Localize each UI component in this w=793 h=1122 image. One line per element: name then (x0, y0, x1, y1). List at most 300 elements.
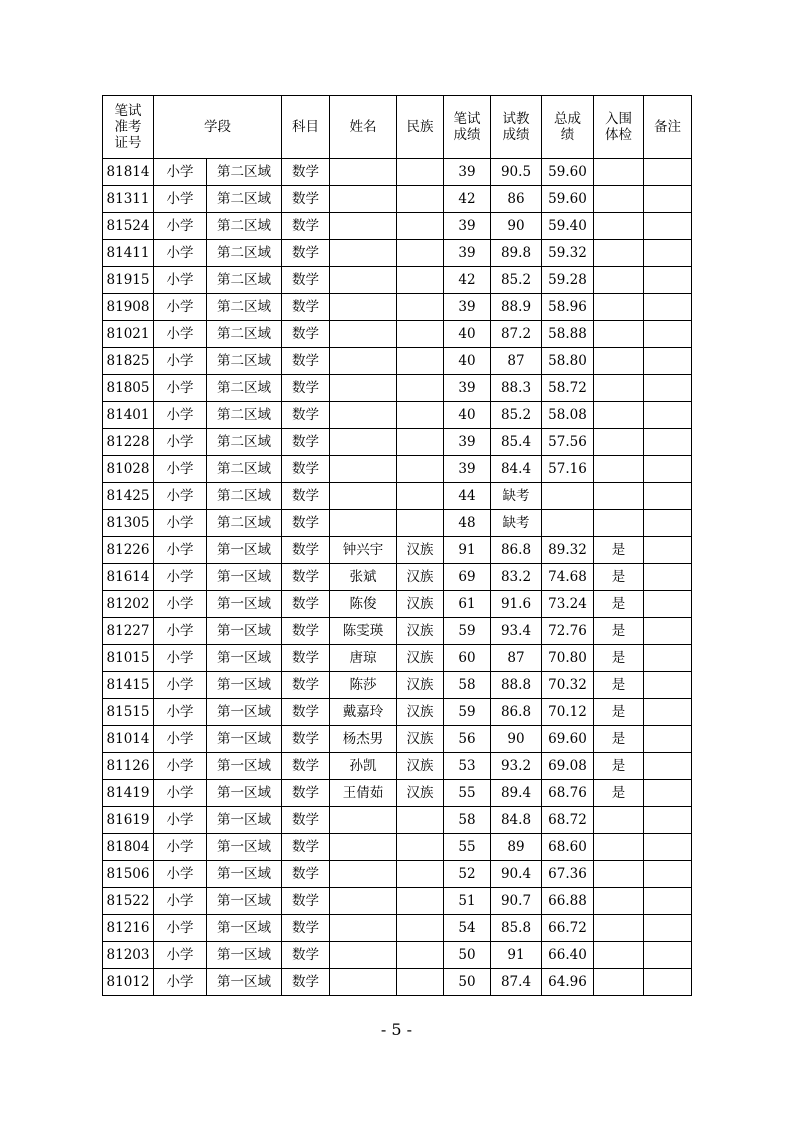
subject-cell: 数学 (282, 672, 330, 699)
total-score-cell: 70.80 (542, 645, 594, 672)
region-cell: 第二区域 (207, 375, 282, 402)
written-score-cell: 48 (444, 510, 491, 537)
stage-cell: 小学 (154, 483, 207, 510)
table-row (103, 564, 692, 591)
subject-cell: 数学 (282, 348, 330, 375)
table-row (103, 240, 692, 267)
pass-cell: 是 (594, 618, 644, 645)
nation-cell (397, 375, 444, 402)
pass-cell (594, 807, 644, 834)
teach-score-cell: 86 (491, 186, 542, 213)
header-stage: 学段 (154, 96, 282, 159)
total-score-cell: 59.40 (542, 213, 594, 240)
region-cell: 第二区域 (207, 402, 282, 429)
region-cell: 第一区域 (207, 969, 282, 996)
subject-cell: 数学 (282, 591, 330, 618)
stage-cell: 小学 (154, 699, 207, 726)
stage-cell: 小学 (154, 159, 207, 186)
note-cell (644, 456, 692, 483)
written-score-cell: 40 (444, 402, 491, 429)
nation-cell: 汉族 (397, 780, 444, 807)
stage-cell: 小学 (154, 240, 207, 267)
nation-cell (397, 186, 444, 213)
note-cell (644, 780, 692, 807)
table-row (103, 915, 692, 942)
table-row (103, 618, 692, 645)
total-score-cell: 58.96 (542, 294, 594, 321)
table-row (103, 456, 692, 483)
stage-cell: 小学 (154, 456, 207, 483)
table-row (103, 213, 692, 240)
total-score-cell (542, 510, 594, 537)
teach-score-cell: 87.4 (491, 969, 542, 996)
pass-cell (594, 969, 644, 996)
total-score-cell: 68.72 (542, 807, 594, 834)
nation-cell: 汉族 (397, 753, 444, 780)
pass-cell (594, 375, 644, 402)
id-cell: 81506 (103, 861, 154, 888)
header-subject: 科目 (282, 96, 330, 159)
table-header (103, 96, 692, 159)
written-score-cell: 39 (444, 294, 491, 321)
name-cell (330, 483, 397, 510)
written-score-cell: 55 (444, 780, 491, 807)
region-cell: 第一区域 (207, 780, 282, 807)
header-pass: 入围体检 (594, 96, 644, 159)
pass-cell: 是 (594, 672, 644, 699)
stage-cell: 小学 (154, 402, 207, 429)
table-row (103, 348, 692, 375)
total-score-cell: 69.60 (542, 726, 594, 753)
note-cell (644, 510, 692, 537)
pass-cell (594, 294, 644, 321)
id-cell: 81522 (103, 888, 154, 915)
written-score-cell: 40 (444, 348, 491, 375)
name-cell (330, 969, 397, 996)
pass-cell: 是 (594, 591, 644, 618)
id-cell: 81825 (103, 348, 154, 375)
written-score-cell: 39 (444, 456, 491, 483)
subject-cell: 数学 (282, 726, 330, 753)
teach-score-cell: 90 (491, 726, 542, 753)
total-score-cell: 66.88 (542, 888, 594, 915)
teach-score-cell: 87.2 (491, 321, 542, 348)
total-score-cell: 59.28 (542, 267, 594, 294)
header-nation: 民族 (397, 96, 444, 159)
total-score-cell: 66.40 (542, 942, 594, 969)
note-cell (644, 672, 692, 699)
written-score-cell: 55 (444, 834, 491, 861)
nation-cell: 汉族 (397, 726, 444, 753)
subject-cell: 数学 (282, 456, 330, 483)
subject-cell: 数学 (282, 969, 330, 996)
total-score-cell: 58.08 (542, 402, 594, 429)
total-score-cell: 68.60 (542, 834, 594, 861)
subject-cell: 数学 (282, 321, 330, 348)
stage-cell: 小学 (154, 321, 207, 348)
id-cell: 81415 (103, 672, 154, 699)
total-score-cell: 58.80 (542, 348, 594, 375)
region-cell: 第一区域 (207, 726, 282, 753)
id-cell: 81524 (103, 213, 154, 240)
teach-score-cell: 91 (491, 942, 542, 969)
id-cell: 81411 (103, 240, 154, 267)
pass-cell (594, 942, 644, 969)
region-cell: 第一区域 (207, 618, 282, 645)
total-score-cell: 64.96 (542, 969, 594, 996)
pass-cell (594, 402, 644, 429)
stage-cell: 小学 (154, 618, 207, 645)
nation-cell (397, 267, 444, 294)
region-cell: 第一区域 (207, 672, 282, 699)
name-cell (330, 294, 397, 321)
name-cell (330, 186, 397, 213)
name-cell: 陈莎 (330, 672, 397, 699)
written-score-cell: 53 (444, 753, 491, 780)
table-row (103, 834, 692, 861)
note-cell (644, 564, 692, 591)
table-row (103, 510, 692, 537)
written-score-cell: 61 (444, 591, 491, 618)
header-note: 备注 (644, 96, 692, 159)
note-cell (644, 348, 692, 375)
total-score-cell: 72.76 (542, 618, 594, 645)
region-cell: 第二区域 (207, 213, 282, 240)
teach-score-cell: 89.8 (491, 240, 542, 267)
name-cell: 钟兴宇 (330, 537, 397, 564)
region-cell: 第一区域 (207, 888, 282, 915)
id-cell: 81915 (103, 267, 154, 294)
total-score-cell: 59.32 (542, 240, 594, 267)
stage-cell: 小学 (154, 294, 207, 321)
teach-score-cell: 缺考 (491, 483, 542, 510)
subject-cell: 数学 (282, 861, 330, 888)
region-cell: 第二区域 (207, 429, 282, 456)
nation-cell (397, 483, 444, 510)
header-id: 笔试准考证号 (103, 96, 154, 159)
pass-cell: 是 (594, 780, 644, 807)
nation-cell (397, 888, 444, 915)
written-score-cell: 42 (444, 267, 491, 294)
note-cell (644, 807, 692, 834)
stage-cell: 小学 (154, 753, 207, 780)
subject-cell: 数学 (282, 807, 330, 834)
total-score-cell: 59.60 (542, 186, 594, 213)
name-cell (330, 375, 397, 402)
header-row (103, 96, 692, 159)
nation-cell: 汉族 (397, 537, 444, 564)
pass-cell: 是 (594, 537, 644, 564)
teach-score-cell: 87 (491, 348, 542, 375)
teach-score-cell: 90.4 (491, 861, 542, 888)
nation-cell: 汉族 (397, 591, 444, 618)
nation-cell (397, 213, 444, 240)
id-cell: 81028 (103, 456, 154, 483)
nation-cell (397, 834, 444, 861)
subject-cell: 数学 (282, 888, 330, 915)
region-cell: 第一区域 (207, 699, 282, 726)
stage-cell: 小学 (154, 645, 207, 672)
note-cell (644, 429, 692, 456)
region-cell: 第二区域 (207, 267, 282, 294)
stage-cell: 小学 (154, 213, 207, 240)
nation-cell (397, 159, 444, 186)
region-cell: 第二区域 (207, 483, 282, 510)
name-cell (330, 510, 397, 537)
page-number: - 5 - (380, 1020, 413, 1039)
written-score-cell: 39 (444, 429, 491, 456)
note-cell (644, 888, 692, 915)
name-cell (330, 213, 397, 240)
table-row (103, 375, 692, 402)
subject-cell: 数学 (282, 753, 330, 780)
stage-cell: 小学 (154, 888, 207, 915)
table-row (103, 807, 692, 834)
teach-score-cell: 84.4 (491, 456, 542, 483)
stage-cell: 小学 (154, 348, 207, 375)
written-score-cell: 44 (444, 483, 491, 510)
stage-cell: 小学 (154, 807, 207, 834)
nation-cell (397, 294, 444, 321)
stage-cell: 小学 (154, 834, 207, 861)
total-score-cell: 57.56 (542, 429, 594, 456)
nation-cell (397, 942, 444, 969)
subject-cell: 数学 (282, 834, 330, 861)
region-cell: 第一区域 (207, 861, 282, 888)
subject-cell: 数学 (282, 402, 330, 429)
written-score-cell: 91 (444, 537, 491, 564)
id-cell: 81515 (103, 699, 154, 726)
total-score-cell: 73.24 (542, 591, 594, 618)
subject-cell: 数学 (282, 942, 330, 969)
region-cell: 第二区域 (207, 456, 282, 483)
name-cell (330, 429, 397, 456)
id-cell: 81804 (103, 834, 154, 861)
id-cell: 81614 (103, 564, 154, 591)
id-cell: 81419 (103, 780, 154, 807)
note-cell (644, 861, 692, 888)
pass-cell: 是 (594, 699, 644, 726)
name-cell (330, 240, 397, 267)
teach-score-cell: 89 (491, 834, 542, 861)
stage-cell: 小学 (154, 510, 207, 537)
name-cell (330, 321, 397, 348)
note-cell (644, 375, 692, 402)
nation-cell (397, 915, 444, 942)
nation-cell: 汉族 (397, 645, 444, 672)
name-cell (330, 456, 397, 483)
note-cell (644, 942, 692, 969)
nation-cell (397, 240, 444, 267)
id-cell: 81401 (103, 402, 154, 429)
nation-cell (397, 321, 444, 348)
note-cell (644, 645, 692, 672)
nation-cell (397, 807, 444, 834)
region-cell: 第一区域 (207, 564, 282, 591)
written-score-cell: 39 (444, 375, 491, 402)
nation-cell: 汉族 (397, 564, 444, 591)
total-score-cell: 57.16 (542, 456, 594, 483)
name-cell: 张斌 (330, 564, 397, 591)
written-score-cell: 56 (444, 726, 491, 753)
nation-cell (397, 510, 444, 537)
pass-cell (594, 213, 644, 240)
pass-cell (594, 429, 644, 456)
pass-cell (594, 915, 644, 942)
nation-cell (397, 456, 444, 483)
pass-cell (594, 510, 644, 537)
table-row (103, 753, 692, 780)
subject-cell: 数学 (282, 699, 330, 726)
table-row (103, 645, 692, 672)
total-score-cell: 67.36 (542, 861, 594, 888)
pass-cell: 是 (594, 564, 644, 591)
header-teach: 试教成绩 (491, 96, 542, 159)
pass-cell (594, 456, 644, 483)
region-cell: 第一区域 (207, 645, 282, 672)
stage-cell: 小学 (154, 186, 207, 213)
note-cell (644, 402, 692, 429)
pass-cell (594, 240, 644, 267)
subject-cell: 数学 (282, 159, 330, 186)
note-cell (644, 915, 692, 942)
id-cell: 81228 (103, 429, 154, 456)
name-cell (330, 267, 397, 294)
id-cell: 81226 (103, 537, 154, 564)
total-score-cell: 69.08 (542, 753, 594, 780)
subject-cell: 数学 (282, 537, 330, 564)
stage-cell: 小学 (154, 780, 207, 807)
header-written: 笔试成绩 (444, 96, 491, 159)
id-cell: 81202 (103, 591, 154, 618)
teach-score-cell: 85.8 (491, 915, 542, 942)
name-cell (330, 942, 397, 969)
teach-score-cell: 86.8 (491, 537, 542, 564)
teach-score-cell: 85.2 (491, 402, 542, 429)
id-cell: 81014 (103, 726, 154, 753)
id-cell: 81311 (103, 186, 154, 213)
subject-cell: 数学 (282, 564, 330, 591)
stage-cell: 小学 (154, 375, 207, 402)
region-cell: 第二区域 (207, 240, 282, 267)
table-row (103, 726, 692, 753)
note-cell (644, 267, 692, 294)
id-cell: 81012 (103, 969, 154, 996)
nation-cell: 汉族 (397, 699, 444, 726)
pass-cell (594, 267, 644, 294)
subject-cell: 数学 (282, 915, 330, 942)
table-row (103, 780, 692, 807)
total-score-cell: 70.12 (542, 699, 594, 726)
note-cell (644, 834, 692, 861)
teach-score-cell: 90 (491, 213, 542, 240)
total-score-cell: 58.72 (542, 375, 594, 402)
note-cell (644, 618, 692, 645)
name-cell (330, 861, 397, 888)
subject-cell: 数学 (282, 780, 330, 807)
subject-cell: 数学 (282, 213, 330, 240)
id-cell: 81216 (103, 915, 154, 942)
note-cell (644, 753, 692, 780)
table-row (103, 267, 692, 294)
id-cell: 81908 (103, 294, 154, 321)
name-cell: 陈雯瑛 (330, 618, 397, 645)
name-cell (330, 159, 397, 186)
total-score-cell: 74.68 (542, 564, 594, 591)
table-row (103, 321, 692, 348)
stage-cell: 小学 (154, 726, 207, 753)
pass-cell (594, 861, 644, 888)
pass-cell (594, 186, 644, 213)
table-row (103, 537, 692, 564)
region-cell: 第二区域 (207, 294, 282, 321)
teach-score-cell: 85.2 (491, 267, 542, 294)
name-cell (330, 807, 397, 834)
teach-score-cell: 84.8 (491, 807, 542, 834)
teach-score-cell: 93.2 (491, 753, 542, 780)
teach-score-cell: 91.6 (491, 591, 542, 618)
teach-score-cell: 90.7 (491, 888, 542, 915)
table-row (103, 186, 692, 213)
written-score-cell: 50 (444, 942, 491, 969)
stage-cell: 小学 (154, 267, 207, 294)
id-cell: 81126 (103, 753, 154, 780)
name-cell (330, 402, 397, 429)
written-score-cell: 51 (444, 888, 491, 915)
subject-cell: 数学 (282, 240, 330, 267)
written-score-cell: 58 (444, 807, 491, 834)
note-cell (644, 294, 692, 321)
total-score-cell (542, 483, 594, 510)
pass-cell (594, 159, 644, 186)
table-row (103, 861, 692, 888)
header-name: 姓名 (330, 96, 397, 159)
nation-cell: 汉族 (397, 672, 444, 699)
pass-cell: 是 (594, 645, 644, 672)
teach-score-cell: 88.3 (491, 375, 542, 402)
id-cell: 81227 (103, 618, 154, 645)
total-score-cell: 66.72 (542, 915, 594, 942)
region-cell: 第一区域 (207, 807, 282, 834)
written-score-cell: 58 (444, 672, 491, 699)
region-cell: 第一区域 (207, 537, 282, 564)
region-cell: 第二区域 (207, 321, 282, 348)
note-cell (644, 537, 692, 564)
subject-cell: 数学 (282, 375, 330, 402)
nation-cell (397, 429, 444, 456)
name-cell (330, 888, 397, 915)
table-row (103, 969, 692, 996)
region-cell: 第二区域 (207, 159, 282, 186)
note-cell (644, 186, 692, 213)
table-row (103, 402, 692, 429)
stage-cell: 小学 (154, 591, 207, 618)
nation-cell (397, 969, 444, 996)
stage-cell: 小学 (154, 969, 207, 996)
table-row (103, 591, 692, 618)
note-cell (644, 699, 692, 726)
table-row (103, 888, 692, 915)
region-cell: 第二区域 (207, 186, 282, 213)
note-cell (644, 969, 692, 996)
written-score-cell: 39 (444, 213, 491, 240)
note-cell (644, 726, 692, 753)
stage-cell: 小学 (154, 861, 207, 888)
note-cell (644, 240, 692, 267)
name-cell: 戴嘉玲 (330, 699, 397, 726)
table-row (103, 942, 692, 969)
name-cell (330, 915, 397, 942)
